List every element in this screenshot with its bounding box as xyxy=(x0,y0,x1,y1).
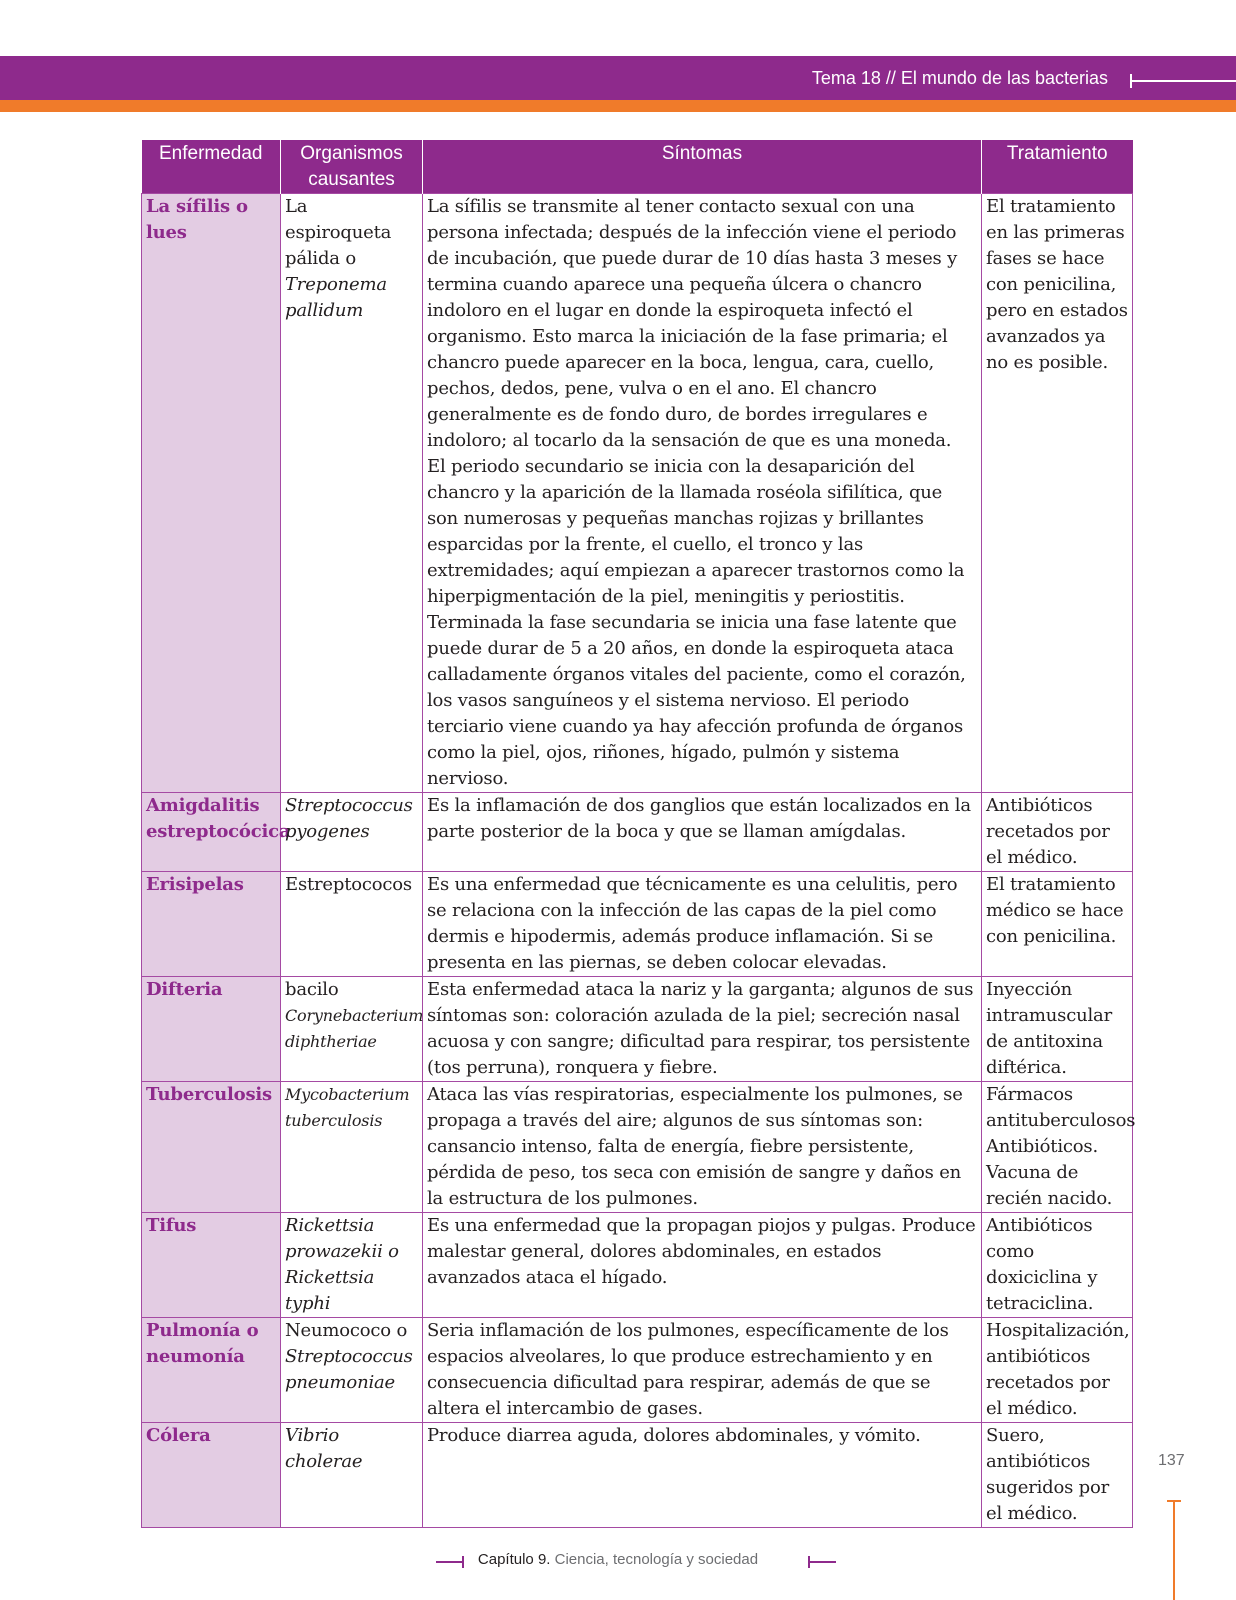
treatment-cell: Hospitalización, antibióticos recetados por el médico. xyxy=(982,1318,1133,1423)
column-header-organisms: Organismos causantes xyxy=(281,140,423,194)
organism-text: bacilo xyxy=(285,979,339,1000)
organism-text: Neumococo o xyxy=(285,1320,408,1341)
disease-name: La sífilis o lues xyxy=(142,194,281,793)
footer-chapter: Capítulo 9. xyxy=(477,1551,551,1568)
table-row xyxy=(142,194,1133,793)
organism-cell xyxy=(281,1423,423,1528)
organism-species: Vibrio cholerae xyxy=(285,1425,363,1472)
table-header-row xyxy=(142,140,1133,194)
organism-text: Estreptococos xyxy=(285,874,412,895)
treatment-cell: Fármacos antituberculosos Antibióticos. Vacuna de recién nacido. xyxy=(982,1082,1133,1213)
organism-cell xyxy=(281,872,423,977)
disease-name: Amigdalitis estreptocócica xyxy=(142,793,281,872)
symptoms-cell: Esta enfermedad ataca la nariz y la garganta; algunos de sus síntomas son: coloración azulada de la piel; secreción nasal acuosa y con sangre; dificultad para respirar, tos persistente (tos perruna), ronquera y fiebre. xyxy=(423,977,982,1082)
table-row xyxy=(142,1318,1133,1423)
symptoms-cell: Es la inflamación de dos ganglios que están localizados en la parte posterior de la boca y que se llaman amígdalas. xyxy=(423,793,982,872)
treatment-cell: El tratamiento médico se hace con penicilina. xyxy=(982,872,1133,977)
header-rule xyxy=(1130,80,1236,82)
symptoms-paragraph: El periodo secundario se inicia con la desaparición del chancro y la aparición de la llamada roséola sifilítica, que son numerosas y pequeñas manchas rojizas y brillantes esparcidas por la frente, el cuello, el tronco y las extremidades; aquí empiezan a aparecer trastornos como la hiperpigmentación de la piel, meningitis y periostitis. Terminada la fase secundaria se inicia una fase latente que puede durar de 5 a 20 años, en donde la espiroqueta ataca calladamente órganos vitales del paciente, como el corazón, los vasos sanguíneos y el sistema nervioso. El periodo terciario viene cuando ya hay afección profunda de órganos como la piel, ojos, riñones, hígado, pulmón y sistema nervioso. xyxy=(427,456,966,789)
disease-name: Difteria xyxy=(142,977,281,1082)
treatment-cell: Antibióticos recetados por el médico. xyxy=(982,793,1133,872)
footer-rule-right xyxy=(808,1561,836,1563)
page-number: 137 xyxy=(1158,1452,1185,1469)
footer-subtitle: Ciencia, tecnología y sociedad xyxy=(554,1551,759,1568)
organism-cell xyxy=(281,1213,423,1318)
disease-name: Tifus xyxy=(142,1213,281,1318)
treatment-cell: Suero, antibióticos sugeridos por el médico. xyxy=(982,1423,1133,1528)
table-row xyxy=(142,872,1133,977)
organism-species: Streptococcus pyogenes xyxy=(285,795,413,842)
header-rule-tick xyxy=(1130,74,1132,88)
disease-name: Pulmonía o neumonía xyxy=(142,1318,281,1423)
symptoms-cell: Es una enfermedad que la propagan piojos y pulgas. Produce malestar general, dolores abdominales, en estados avanzados ataca el hígado. xyxy=(423,1213,982,1318)
organism-cell xyxy=(281,1082,423,1213)
footer xyxy=(0,1551,1236,1568)
symptoms-cell: Produce diarrea aguda, dolores abdominales, y vómito. xyxy=(423,1423,982,1528)
column-header-symptoms: Síntomas xyxy=(423,140,982,194)
organism-cell xyxy=(281,977,423,1082)
treatment-cell: Inyección intramuscular de antitoxina diftérica. xyxy=(982,977,1133,1082)
organism-species: Rickettsia prowazekii o Rickettsia typhi xyxy=(285,1215,399,1314)
organism-species: Mycobacterium tuberculosis xyxy=(285,1085,410,1130)
table-row xyxy=(142,1082,1133,1213)
table-row xyxy=(142,793,1133,872)
organism-cell xyxy=(281,793,423,872)
symptoms-cell xyxy=(423,194,982,793)
column-header-disease: Enfermedad xyxy=(142,140,281,194)
topic-title: Tema 18 // El mundo de las bacterias xyxy=(811,68,1108,88)
organism-text: La espiroqueta pálida o xyxy=(285,196,392,269)
organism-cell xyxy=(281,194,423,793)
side-rule xyxy=(1173,1500,1175,1600)
symptoms-cell: Seria inflamación de los pulmones, específicamente de los espacios alveolares, lo que produce estrechamiento y en consecuencia dificultad para respirar, además de que se altera el intercambio de gases. xyxy=(423,1318,982,1423)
treatment-cell: Antibióticos como doxiciclina y tetraciclina. xyxy=(982,1213,1133,1318)
column-header-treatment: Tratamiento xyxy=(982,140,1133,194)
header-accent-band xyxy=(0,100,1236,112)
table-row xyxy=(142,1423,1133,1528)
organism-species: Corynebacterium diphtheriae xyxy=(285,1006,424,1051)
symptoms-cell: Es una enfermedad que técnicamente es una celulitis, pero se relaciona con la infección de las capas de la piel como dermis e hipodermis, además produce inflamación. Si se presenta en las piernas, se deben colocar elevadas. xyxy=(423,872,982,977)
organism-cell xyxy=(281,1318,423,1423)
organism-species: Treponema pallidum xyxy=(285,274,387,321)
diseases-table xyxy=(141,140,1136,1528)
symptoms-paragraph: La sífilis se transmite al tener contacto sexual con una persona infectada; después de la infección viene el periodo de incubación, que puede durar de 10 días hasta 3 meses y termina cuando aparece una pequeña úlcera o chancro indoloro en el lugar en donde la espiroqueta infectó el organismo. Esto marca la iniciación de la fase primaria; el chancro puede aparecer en la boca, lengua, cara, cuello, pechos, dedos, pene, vulva o en el ano. El chancro generalmente es de fondo duro, de bordes irregulares e indoloro; al tocarlo da la sensación de que es una moneda. xyxy=(427,196,958,451)
treatment-cell: El tratamiento en las primeras fases se hace con penicilina, pero en estados avanzados ya no es posible. xyxy=(982,194,1133,793)
disease-name: Cólera xyxy=(142,1423,281,1528)
symptoms-cell: Ataca las vías respiratorias, especialmente los pulmones, se propaga a través del aire; algunos de sus síntomas son: cansancio intenso, falta de energía, fiebre persistente, pérdida de peso, tos seca con emisión de sangre y daños en la estructura de los pulmones. xyxy=(423,1082,982,1213)
organism-species: Streptococcus pneumoniae xyxy=(285,1346,413,1393)
table-row xyxy=(142,1213,1133,1318)
disease-name: Erisipelas xyxy=(142,872,281,977)
table-row xyxy=(142,977,1133,1082)
disease-name: Tuberculosis xyxy=(142,1082,281,1213)
